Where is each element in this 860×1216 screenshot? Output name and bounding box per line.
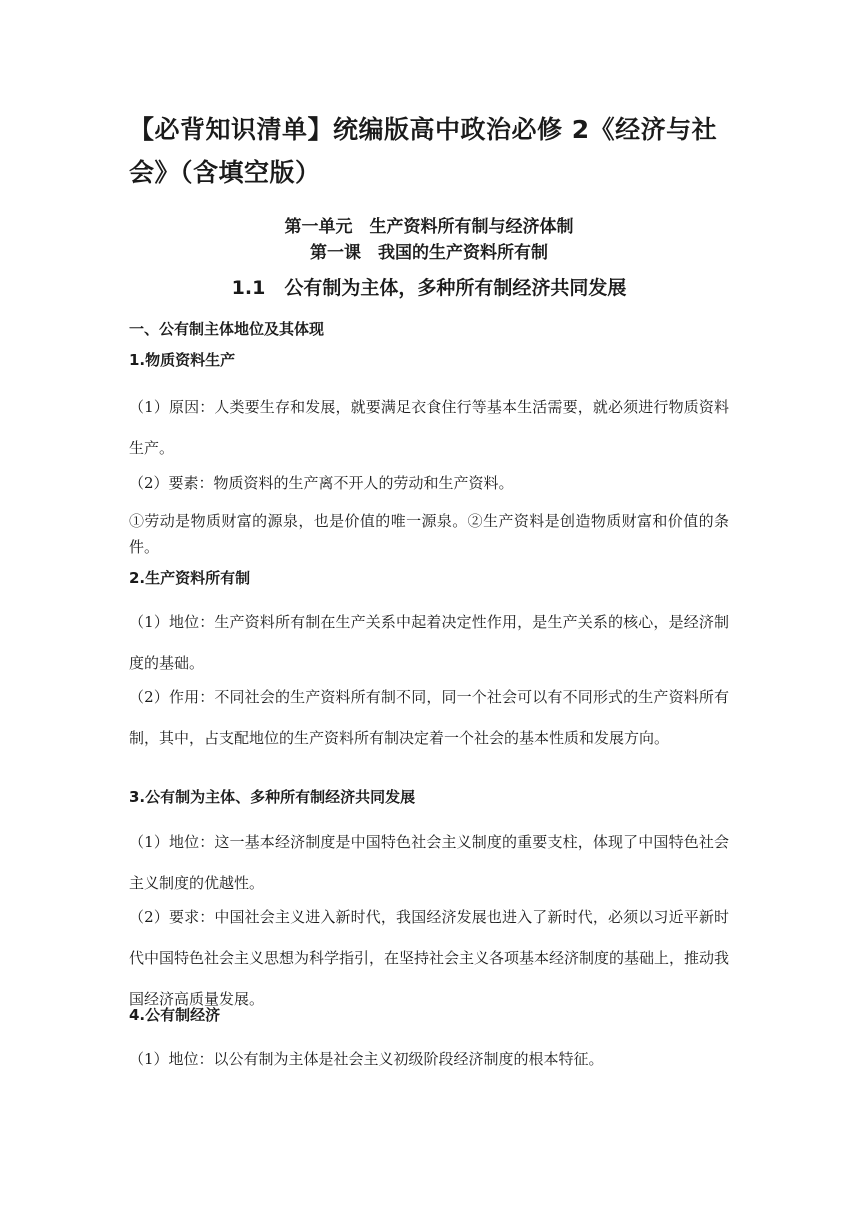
item-1-paragraph-3: ①劳动是物质财富的源泉，也是价值的唯一源泉。②生产资料是创造物质财富和价值的条件。 xyxy=(129,512,729,556)
lesson-heading: 第一课 我国的生产资料所有制 xyxy=(310,243,548,263)
unit-heading: 第一单元 生产资料所有制与经济体制 xyxy=(284,217,574,237)
item-heading-4: 4.公有制经济 xyxy=(129,1006,221,1024)
item-3-paragraph-2: （2）要求：中国社会主义进入新时代，我国经济发展也进入了新时代，必须以习近平新时代中国特色社会主义思想为科学指引，在坚持社会主义各项基本经济制度的基础上，推动我国经济高质量发展。 xyxy=(129,908,730,1008)
item-2-paragraph-2: （2）作用：不同社会的生产资料所有制不同，同一个社会可以有不同形式的生产资料所有制，其中，占支配地位的生产资料所有制决定着一个社会的基本性质和发展方向。 xyxy=(129,688,729,747)
item-1-paragraph-2: （2）要素：物质资料的生产离不开人的劳动和生产资料。 xyxy=(129,474,514,492)
item-heading-3: 3.公有制为主体、多种所有制经济共同发展 xyxy=(129,788,416,806)
item-4-paragraph-1: （1）地位：以公有制为主体是社会主义初级阶段经济制度的根本特征。 xyxy=(129,1050,604,1068)
document-title: 【必背知识清单】统编版高中政治必修 2《经济与社会》（含填空版） xyxy=(129,115,718,187)
item-2-paragraph-1: （1）地位：生产资料所有制在生产关系中起着决定性作用，是生产关系的核心，是经济制度的基础。 xyxy=(129,613,729,672)
item-heading-2: 2.生产资料所有制 xyxy=(129,569,251,587)
item-3-paragraph-1: （1）地位：这一基本经济制度是中国特色社会主义制度的重要支柱，体现了中国特色社会主义制度的优越性。 xyxy=(129,833,729,892)
item-heading-1: 1.物质资料生产 xyxy=(129,351,236,369)
section-heading: 1.1 公有制为主体，多种所有制经济共同发展 xyxy=(231,277,627,299)
item-1-paragraph-1: （1）原因：人类要生存和发展，就要满足衣食住行等基本生活需要，就必须进行物质资料生产。 xyxy=(129,398,729,457)
part-heading: 一、公有制主体地位及其体现 xyxy=(129,320,325,338)
